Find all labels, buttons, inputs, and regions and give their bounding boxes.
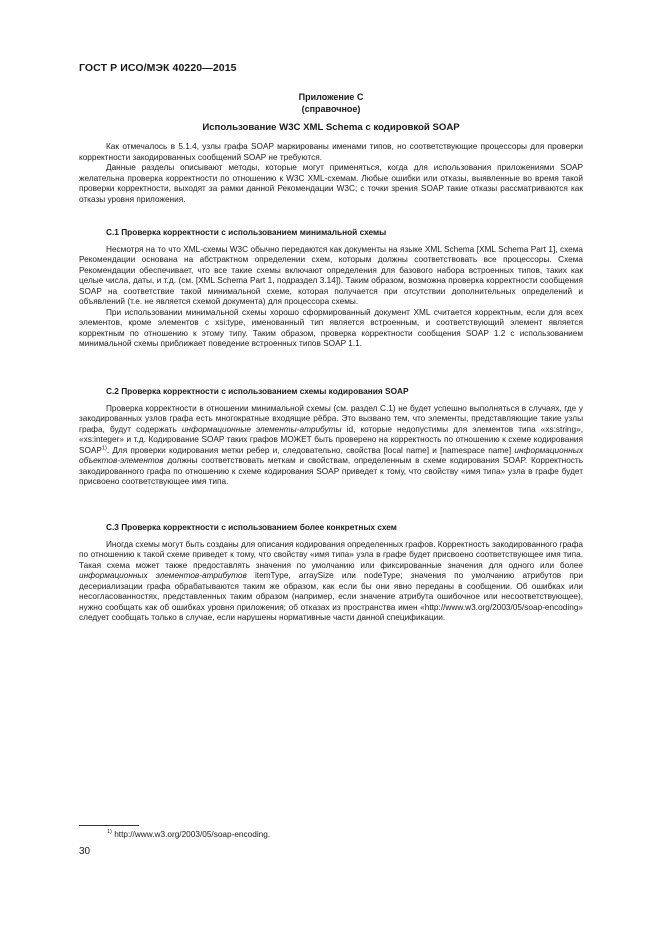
page-number: 30 <box>79 846 91 857</box>
c2-term-2: информационных объектов-элементов <box>79 445 583 465</box>
c2-text-a: Проверка корректности в отношении минимальной схемы (см. раздел С.1) не будет успешно выполняться в случаях, где у закодированных узлов графа есть многократные входящие рёбра. Это вызвано тем, что элементы, представляющие такие узлы графа, будут содержать <box>79 403 583 434</box>
annex-kind: (справочное) <box>301 103 361 114</box>
intro-paragraph-1: Как отмечалось в 5.1.4, узлы графа SOAP маркированы именами типов, но соответствующие процессоры для проверки корректности закодированных сообщений SOAP не требуются. <box>79 142 583 162</box>
footnote-text: http://www.w3.org/2003/05/soap-encoding. <box>114 829 271 839</box>
section-c2-heading: С.2 Проверка корректности с использованием схемы кодирования SOAP <box>106 386 409 396</box>
footnote-ref: 1) <box>101 444 107 451</box>
intro-paragraph-2: Данные разделы описывают методы, которые могут применяться, когда для использования приложениями SOAP желательна проверка корректности по отношению к W3C XML-схемам. Любые ошибки или отказы, выявленные во время такой проверки корректности, выходят за рамки данной Рекомендации W3C; с точки зрения SOAP такие отказы рассматриваются как отказы уровня приложения. <box>79 163 583 204</box>
section-c2-paragraph-1 <box>79 404 583 488</box>
c3-text-b: itemType, arraySize или nodeType; значения по умолчанию атрибутов при десериализации графа обрабатываются таким же образом, как если бы они явно переданы в сообщении. Об ошибках или несогласованностях, представленных таким образом (например, если значение атрибута ошибочное или несоответствующее), нужно сообщать как об ошибках уровня приложения; об отказах из пространства имен «http://www.w3.org/2003/05/soap-encoding» следует сообщать только в случае, если нарушены нормативные части данной спецификации. <box>79 571 583 622</box>
footnote-divider <box>79 825 139 826</box>
intro-section <box>79 142 583 205</box>
c2-text-d: должны соответствовать меткам и свойствам, определенным в схеме кодирования SOAP. Корректность закодированного графа по отношению к схеме кодирования SOAP приведет к тому, что свойству «имя типа» узла в графе будет присвоено соответствующее имя типа. <box>79 456 583 486</box>
page-title: Использование W3C XML Schema с кодировкой SOAP <box>202 122 460 133</box>
section-c1 <box>79 227 583 350</box>
c2-text-b: id, которые недопустимы для элементов типа «xs:string», «xs:integer» и т.д. Кодирование SOAP таких графов МОЖЕТ быть проверено на корректность по отношению к схеме кодирования SOAP <box>79 424 583 455</box>
section-c3-paragraph-1 <box>79 540 583 624</box>
footnote <box>107 829 270 839</box>
section-c3 <box>79 522 583 624</box>
c2-text-c: . Для проверки кодирования метки ребер и, следовательно, свойства [local name] и [namespace name] <box>106 445 515 455</box>
c3-text-a: Иногда схемы могут быть созданы для описания кодирования определенных графов. Корректность закодированного графа по отношению к такой схеме приведет к тому, что свойству «имя типа» узла в графе будет присвоено соответствующее имя типа. Такая схема может также предоставлять значения по умолчанию или фиксированные значения для одного или более <box>79 539 584 570</box>
c3-term: информационных элементов-атрибутов <box>79 571 247 580</box>
section-c1-paragraph-2: При использовании минимальной схемы хорошо сформированный документ XML считается корректным, если для всех элементов, кроме элементов с xsi:type, именованный тип является встроенным, и соответствующий элемент является корректным по отношению к этому типу. Таким образом, проверка корректности сообщения SOAP 1.2 с использованием минимальной схемы приближает поведение встроенных типов SOAP 1.1. <box>79 307 583 348</box>
annex-label <box>79 92 583 115</box>
c2-term-1: информационные элементы-атрибуты <box>181 424 342 434</box>
footnote-mark: 1) <box>107 829 112 835</box>
annex-title: Приложение С <box>298 92 364 102</box>
standard-header: ГОСТ Р ИСО/МЭК 40220—2015 <box>79 62 237 74</box>
section-c1-heading: С.1 Проверка корректности с использованием минимальной схемы <box>106 227 387 237</box>
section-c2 <box>79 386 583 488</box>
section-c3-heading: С.3 Проверка корректности с использованием более конкретных схем <box>106 522 397 532</box>
section-c1-paragraph-1: Несмотря на то что XML-схемы W3C обычно передаются как документы на языке XML Schema [XML Schema Part 1], схема Рекомендации основана на абстрактном определении схем, которым должны соответствовать все процессоры. Схема Рекомендации обеспечивает, что все такие схемы включают определения для базового набора встроенных типов, таких как целые числа, даты, и т.д. (см. [XML Schema Part 1, подраздел 3.14]). Таким образом, возможна проверка корректности сообщения SOAP на соответствие такой минимальной схеме, которая получается при отсутствии дополнительных определений и объявлений (т.е. не является схемой документа) для процессора схемы. <box>79 244 583 306</box>
